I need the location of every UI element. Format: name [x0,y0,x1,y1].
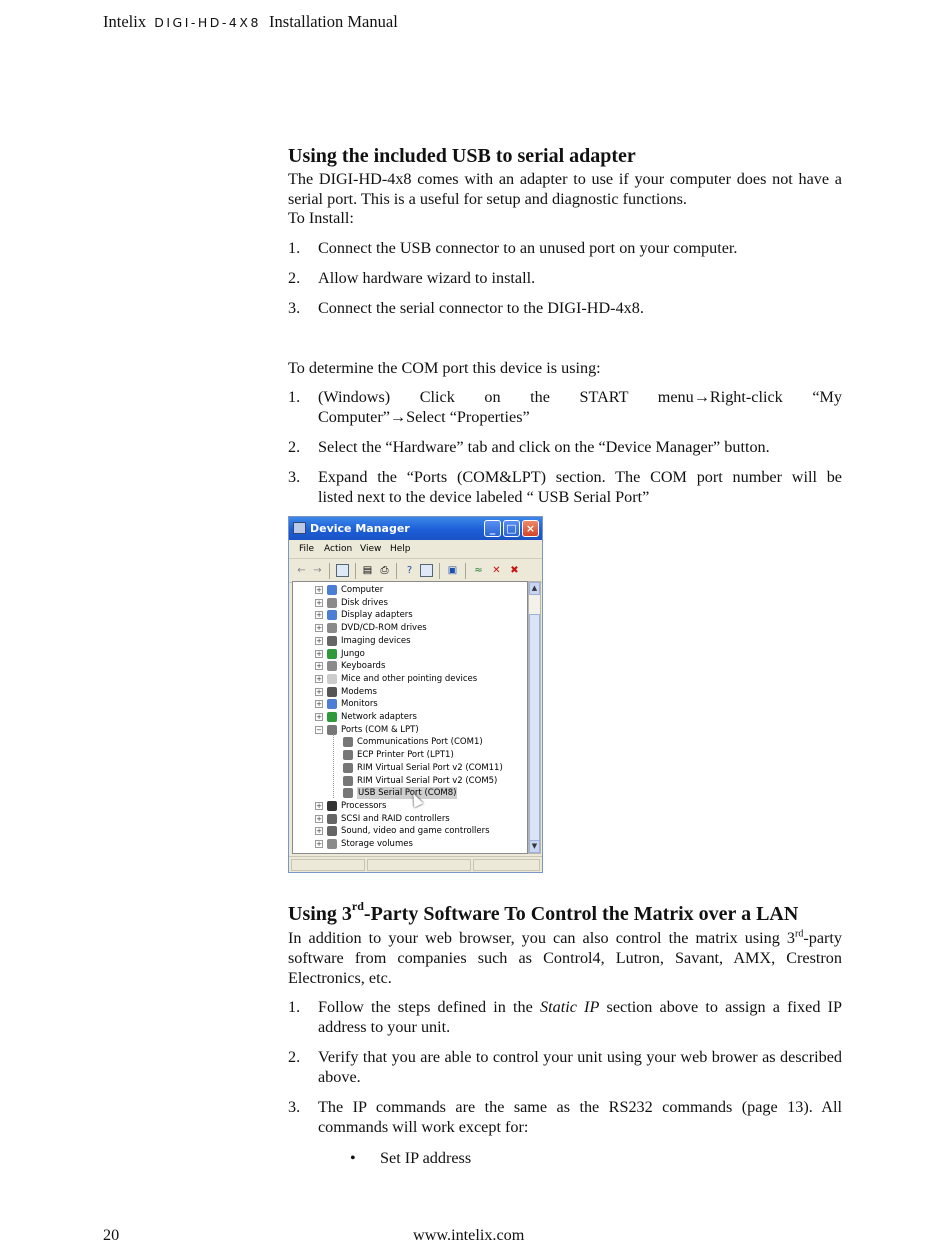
tree-label: Sound, video and game controllers [341,826,490,837]
tree-label: DVD/CD-ROM drives [341,623,427,634]
expand-toggle-icon[interactable]: + [316,586,322,594]
step-text: Connect the serial connector to the DIGI-HD-4x8. [318,299,644,317]
install-step-1 [288,238,842,258]
step-number: 2. [288,269,301,287]
toolbar-separator [355,563,356,579]
view-icon[interactable] [336,564,349,577]
scsi-icon [327,814,337,824]
step-text: Select the “Hardware” tab and click on the “Device Manager” button. [318,438,770,456]
toolbar [289,559,542,583]
tree-label: Processors [341,800,387,811]
print-icon[interactable]: ⎙ [380,565,389,576]
properties-icon[interactable]: ▤ [362,565,373,576]
heading-part: Using 3 [288,903,352,925]
help-icon[interactable]: ? [406,565,413,576]
com-port-intro: To determine the COM port this device is using: [288,359,601,377]
tree-guide-line [333,734,334,798]
bullet-icon: • [350,1149,356,1167]
update-driver-icon[interactable] [420,564,433,577]
scroll-thumb[interactable] [529,614,540,844]
toolbar-separator [329,563,330,579]
bullet-text: Set IP address [380,1149,472,1167]
tree-label: Monitors [341,699,378,710]
scan-hardware-icon[interactable]: ▣ [447,565,458,576]
tree-label: Network adapters [341,712,417,722]
keyboard-icon [327,661,337,671]
uninstall-icon[interactable]: ✕ [492,565,501,576]
expand-toggle-icon[interactable]: + [316,674,322,683]
com-step-1 [288,387,842,427]
tree-label: Communications Port (COM1) [357,737,483,748]
step-number: 1. [288,998,301,1016]
tree-label: RIM Virtual Serial Port v2 (COM11) [357,762,503,773]
install-step-2 [288,268,842,288]
device-manager-window [288,516,543,873]
disable-device-icon[interactable]: ✖ [510,565,519,576]
step-number: 2. [288,1048,301,1066]
tree-label: Display adapters [341,610,413,621]
menu-view[interactable]: View [360,544,382,554]
menu-bar [289,540,542,559]
modem-icon [327,687,337,697]
processor-icon [327,801,337,811]
computer-icon [327,585,337,595]
display-icon [327,610,337,620]
maximize-icon[interactable]: □ [503,520,520,537]
step-number: 3. [288,1098,301,1116]
expand-toggle-icon[interactable]: + [316,662,322,671]
step-text: Allow hardware wizard to install. [318,269,536,287]
tree-label: SCSI and RAID controllers [341,813,450,824]
storage-icon [327,839,337,849]
install-step-3 [288,298,842,318]
lan-step-3 [288,1097,842,1137]
page-number: 20 [103,1226,120,1244]
section-heading-third-party [288,899,799,926]
tree-label: Ports (COM & LPT) [341,724,419,735]
dvd-icon [327,623,337,633]
tree-label: Disk drives [341,597,388,608]
tree-label: Jungo [341,648,365,659]
expand-toggle-icon[interactable]: + [316,801,322,810]
tree-label: Keyboards [341,661,386,672]
expand-toggle-icon[interactable]: + [316,598,322,607]
menu-help[interactable]: Help [390,544,411,554]
device-manager-icon [293,522,306,534]
lan-step-2 [288,1047,842,1087]
disk-icon [327,598,337,608]
tree-label: USB Serial Port (COM8) [358,788,457,799]
sound-icon [327,826,337,836]
mouse-icon [327,674,337,684]
status-segment [473,859,540,871]
heading-part: -Party Software To Control the Matrix over a LAN [363,903,799,925]
expand-toggle-icon[interactable]: + [316,814,322,823]
step-text-part: section above to assign a fixed IP address to your unit. [318,998,842,1036]
status-segment [367,859,471,871]
step-number: 1. [288,239,301,257]
status-segment [291,859,365,871]
scroll-down-icon[interactable]: ▼ [529,840,540,853]
tree-label: Storage volumes [341,839,413,849]
port-icon [343,763,353,773]
scroll-up-icon[interactable]: ▲ [529,582,540,595]
step-text-line2: listed next to the device labeled “ USB Serial Port” [318,488,650,506]
port-icon [327,725,337,735]
tree-label: Modems [341,686,377,697]
port-icon [343,737,353,747]
page-header [103,12,398,32]
footer-url: www.intelix.com [413,1226,525,1244]
third-party-intro [288,928,842,988]
com-step-3 [288,467,842,507]
back-icon[interactable]: ← [297,565,306,576]
expand-toggle-icon[interactable]: + [316,840,322,848]
intro-part: -party software from companies such as Control4, Lutron, Savant, AMX, Crestron Electronics, etc. [288,929,842,987]
enable-device-icon[interactable]: ≈ [474,565,483,576]
toolbar-separator [439,563,440,579]
tree-label: Imaging devices [341,635,411,646]
toolbar-separator [396,563,397,579]
step-number: 3. [288,299,301,317]
header-suffix: Installation Manual [269,12,398,31]
status-bar [289,856,542,872]
camera-icon [327,636,337,646]
expand-toggle-icon[interactable]: + [316,700,322,709]
menu-file[interactable]: File [299,544,315,554]
step-text: The IP commands are the same as the RS232 commands (page 13). All commands will work except for: [318,1098,842,1136]
expand-toggle-icon[interactable]: + [316,827,322,836]
expand-toggle-icon[interactable]: + [316,611,322,620]
step-number: 2. [288,438,301,456]
port-icon [343,776,353,786]
expand-toggle-icon[interactable]: − [316,725,322,734]
menu-action[interactable]: Action [324,544,353,554]
expand-toggle-icon[interactable]: + [316,636,322,645]
port-icon [343,788,353,798]
step-text-part: Follow the steps defined in the [318,998,541,1016]
expand-toggle-icon[interactable]: + [316,624,322,633]
step-text: Verify that you are able to control your unit using your web brower as described above. [318,1048,842,1086]
forward-icon[interactable]: → [313,565,322,576]
step-number: 3. [288,468,301,486]
header-brand: Intelix [103,12,147,31]
header-model: DIGI-HD-4X8 [154,15,261,30]
intro-superscript: rd [795,928,804,940]
intro-part: In addition to your web browser, you can also control the matrix using 3 [288,929,795,947]
board-icon [327,649,337,659]
minimize-icon[interactable]: _ [484,520,501,537]
window-titlebar [289,517,542,540]
com-step-2 [288,437,842,457]
step-text-line1: (Windows) Click on the START menu→Right-click “My [318,388,842,406]
lan-step-1 [288,997,842,1037]
section-heading-usb-adapter: Using the included USB to serial adapter [288,145,636,167]
close-icon[interactable]: × [522,520,539,537]
step-text-line1: Expand the “Ports (COM&LPT) section. The COM port number will be [318,468,842,486]
heading-superscript: rd [351,899,364,914]
expand-toggle-icon[interactable]: + [316,649,322,658]
tree-label: ECP Printer Port (LPT1) [357,750,454,761]
window-title: Device Manager [310,522,410,535]
step-text: Connect the USB connector to an unused port on your computer. [318,239,738,257]
usb-adapter-intro: The DIGI-HD-4x8 comes with an adapter to use if your computer does not have a serial port. This is a useful for setup and diagnostic functions. [288,170,842,208]
expand-toggle-icon[interactable]: + [316,713,322,721]
network-icon [327,712,337,722]
tree-label: Computer [341,585,384,595]
static-ip-reference: Static IP [540,998,600,1016]
port-icon [343,750,353,760]
monitor-icon [327,699,337,709]
step-number: 1. [288,388,301,406]
to-install-label: To Install: [288,209,354,227]
expand-toggle-icon[interactable]: + [316,687,322,696]
tree-label: RIM Virtual Serial Port v2 (COM5) [357,775,498,786]
step-text-line2: Computer”→Select “Properties” [318,408,530,426]
device-tree [292,581,528,854]
tree-label: Mice and other pointing devices [341,673,478,684]
toolbar-separator [465,563,466,579]
vertical-scrollbar[interactable] [528,581,541,854]
